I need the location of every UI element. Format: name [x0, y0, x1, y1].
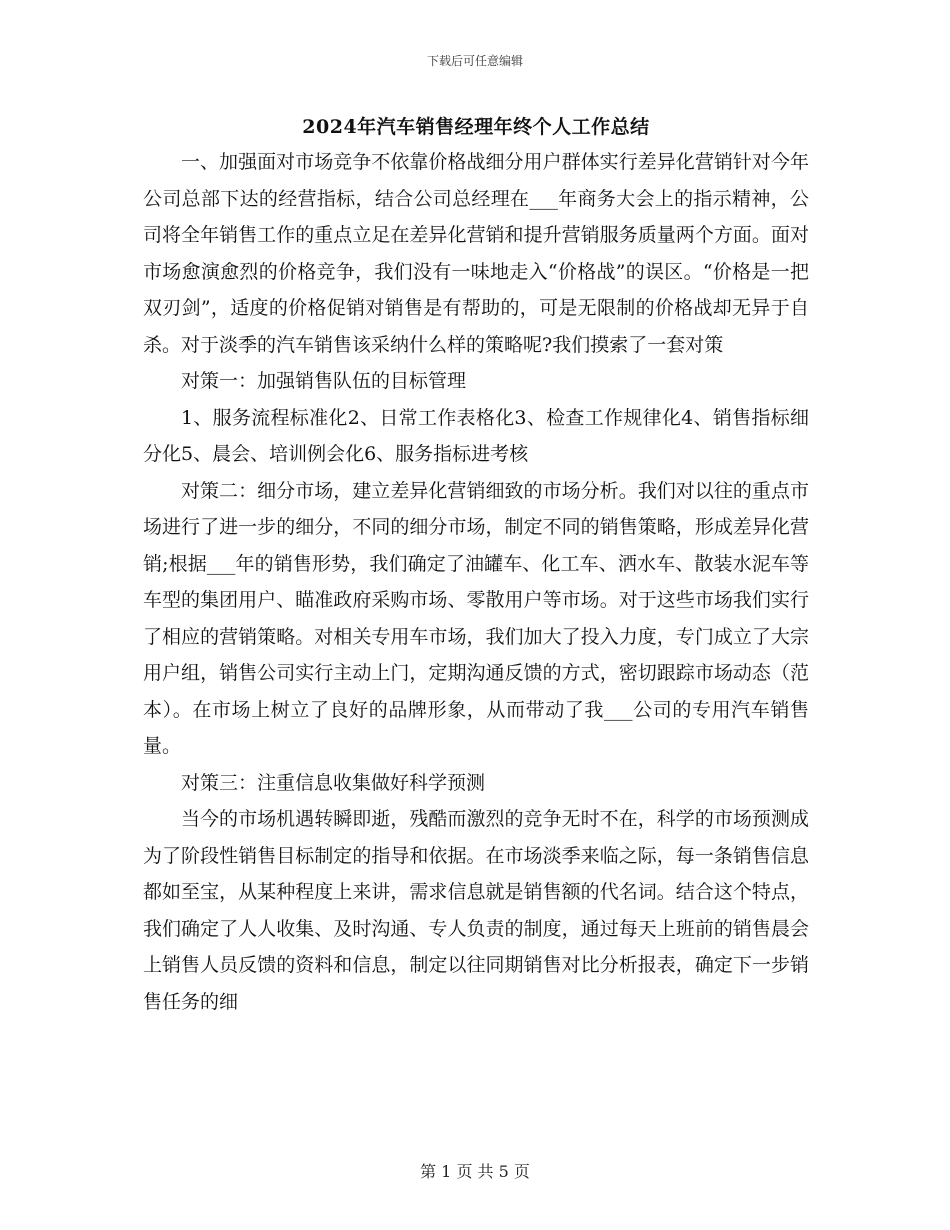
paragraph-strategy-three-body: 当今的市场机遇转瞬即逝，残酷而激烈的竞争无时不在，科学的市场预测成为了阶段性销售目标制定的指导和依据。在市场淡季来临之际，每一条销售信息都如至宝，从某种程度上来讲，需求信息就是销售额的代名词。结合这个特点，我们确定了人人收集、及时沟通、专人负责的制度，通过每天上班前的销售晨会上销售人员反馈的资料和信息，制定以往同期销售对比分析报表，确定下一步销售任务的细: [143, 808, 809, 1013]
header-note: 下载后可任意编辑: [426, 54, 523, 68]
paragraph-strategy-three-heading: 对策三：注重信息收集做好科学预测: [181, 771, 486, 794]
page-footer: 第 1 页 共 5 页: [420, 1162, 530, 1181]
paragraph-strategy-one-heading: 对策一：加强销售队伍的目标管理: [181, 370, 467, 392]
paragraph-strategy-one-items: 1、服务流程标准化2、日常工作表格化3、检查工作规律化4、销售指标细分化5、晨会、培训例会化6、服务指标进考核: [143, 406, 809, 465]
document-body: [143, 110, 809, 1020]
paragraph-intro: 一、加强面对市场竞争不依靠价格战细分用户群体实行差异化营销针对今年公司总部下达的经营指标，结合公司总经理在___年商务大会上的指示精神，公司将全年销售工作的重点立足在差异化营销和提升营销服务质量两个方面。面对市场愈演愈烈的价格竞争，我们没有一味地走入“价格战”的误区。“价格是一把双刃剑”，适度的价格促销对销售是有帮助的，可是无限制的价格战却无异于自杀。对于淡季的汽车销售该采纳什么样的策略呢?我们摸索了一套对策: [143, 151, 809, 356]
document-title: 2024年汽车销售经理年终个人工作总结: [302, 116, 650, 138]
paragraph-strategy-two: 对策二：细分市场，建立差异化营销细致的市场分析。我们对以往的重点市场进行了进一步的细分，不同的细分市场，制定不同的销售策略，形成差异化营销;根据___年的销售形势，我们确定了油罐车、化工车、洒水车、散装水泥车等车型的集团用户、瞄准政府采购市场、零散用户等市场。对于这些市场我们实行了相应的营销策略。对相关专用车市场，我们加大了投入力度，专门成立了大宗用户组，销售公司实行主动上门，定期沟通反馈的方式，密切跟踪市场动态（范本）。在市场上树立了良好的品牌形象，从而带动了我___公司的专用汽车销售量。: [143, 479, 809, 757]
